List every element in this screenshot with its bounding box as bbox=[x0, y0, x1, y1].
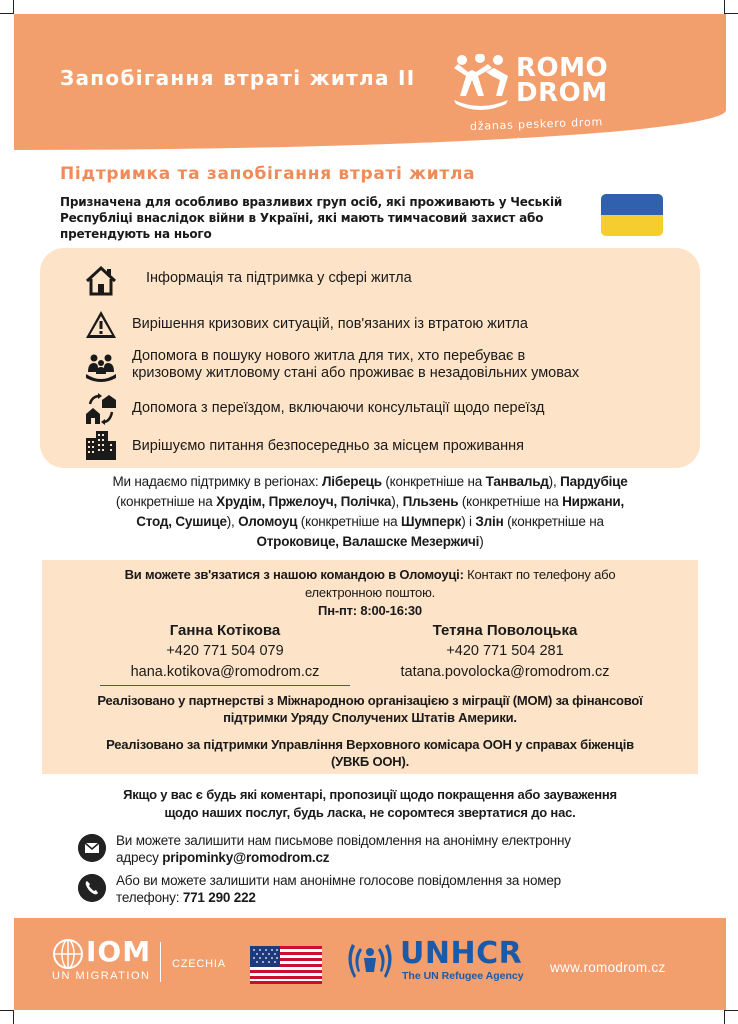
romodrom-logo-text bbox=[516, 53, 609, 108]
office-hours: Пн-пт: 8:00-16:30 bbox=[318, 603, 422, 618]
feedback-email[interactable]: pripominky@romodrom.cz bbox=[162, 850, 330, 865]
contact-person bbox=[380, 620, 630, 683]
feedback-mail-line bbox=[116, 849, 676, 866]
town-name: Хрудім, Пржелоуч, Полічка bbox=[216, 494, 392, 509]
contact-email[interactable]: tatana.povolocka@romodrom.cz bbox=[400, 664, 610, 680]
partner-note-line: підтримки Уряду Сполучених Штатів Америки. bbox=[223, 710, 517, 725]
service-line: Вирішення кризових ситуацій, пов'язаних із втратою житла bbox=[132, 316, 528, 332]
feedback-phone-text bbox=[116, 872, 676, 906]
contact-name: Ганна Котікова bbox=[169, 622, 281, 639]
crop-mark bbox=[0, 13, 14, 14]
service-text bbox=[132, 316, 528, 333]
feedback-phone-line: Або ви можете залишити нам анонімне голосове повідомлення за номер bbox=[116, 873, 561, 888]
tagline-czech: známe naši cestu bbox=[499, 133, 610, 150]
feedback-mail-text bbox=[116, 832, 676, 866]
text-span: ), bbox=[391, 494, 403, 509]
relocation-icon bbox=[84, 392, 118, 426]
town-name: Танвальд bbox=[485, 474, 549, 489]
intro-text: Призначена для особливо вразливих груп осіб, які проживають у Чеській Республіці внаслідок війни в Україні, які мають тимчасовий захист або претендують на нього bbox=[60, 195, 563, 241]
feedback-phone-line bbox=[116, 889, 676, 906]
region-name: Злін bbox=[475, 514, 504, 529]
services-box bbox=[40, 248, 700, 468]
service-text bbox=[146, 270, 412, 287]
usa-flag-icon bbox=[250, 946, 322, 984]
feedback-lead bbox=[44, 786, 696, 822]
iom-logo-text: IOM bbox=[86, 935, 152, 968]
feedback-phone-number[interactable]: 771 290 222 bbox=[182, 890, 256, 905]
region-name: Пардубіце bbox=[560, 474, 628, 489]
contact-lead bbox=[42, 566, 698, 583]
feedback-line: щодо наших послуг, будь ласка, не соромтеся звертатися до нас. bbox=[164, 805, 576, 820]
service-line: Допомога з переїздом, включаючи консультації щодо переїзд bbox=[132, 400, 545, 416]
service-line: Вирішуємо питання безпосередньо за місцем проживання bbox=[132, 438, 524, 454]
partner-note-2 bbox=[42, 736, 698, 770]
mail-icon bbox=[78, 834, 106, 862]
town-name: Шумперк bbox=[401, 514, 462, 529]
service-text bbox=[132, 400, 544, 417]
leaflet-page bbox=[14, 14, 726, 1010]
page-title: Запобігання втраті житла II bbox=[60, 66, 416, 90]
service-text bbox=[132, 438, 524, 455]
text-span: телефону: bbox=[116, 890, 183, 905]
unhcr-emblem-icon bbox=[346, 938, 394, 984]
text-span: адресу bbox=[116, 850, 163, 865]
text-span: Ми надаємо підтримку в регіонах: bbox=[112, 474, 322, 489]
unhcr-logo-text: UNHCR bbox=[400, 936, 523, 971]
house-icon bbox=[84, 264, 118, 298]
tagline-romani: džanas peskero drom bbox=[469, 115, 604, 133]
text-span: (конкретніше на bbox=[503, 514, 604, 529]
contact-lead-line2: електронною поштою. bbox=[304, 585, 436, 600]
feedback-mail-line: Ви можете залишити нам письмове повідомлення на анонімну електронну bbox=[116, 833, 571, 848]
contact-lead-rest: Контакт по телефону або bbox=[463, 567, 616, 582]
crop-mark bbox=[0, 1010, 14, 1011]
partner-note-1 bbox=[42, 692, 698, 726]
service-text bbox=[132, 348, 579, 382]
crop-mark bbox=[13, 0, 14, 14]
regions-line bbox=[44, 532, 696, 552]
text-span: ) bbox=[479, 534, 484, 549]
section-subtitle: Підтримка та запобігання втраті житла bbox=[60, 164, 476, 184]
partner-note-line: Реалізовано за підтримки Управління Верховного комісара ООН у справах біженців bbox=[106, 737, 634, 752]
crop-mark bbox=[724, 1010, 738, 1011]
crop-mark bbox=[724, 1010, 725, 1024]
crop-mark bbox=[724, 0, 725, 14]
header-banner bbox=[14, 14, 726, 150]
warning-icon bbox=[84, 308, 118, 342]
regions-line bbox=[44, 472, 696, 492]
partner-note-line: (УВКБ ООН). bbox=[330, 754, 410, 769]
people-care-icon bbox=[84, 350, 118, 384]
text-span: (конкретніше на bbox=[458, 494, 563, 509]
email-underline bbox=[100, 685, 350, 686]
iom-country: CZECHIA bbox=[172, 958, 226, 970]
footer-banner bbox=[14, 918, 726, 1010]
footer-divider bbox=[160, 942, 161, 982]
contact-box bbox=[42, 560, 698, 774]
town-name: Стод, Сушице bbox=[136, 514, 227, 529]
partner-note-line: Реалізовано у партнерстві з Міжнародною організацією з міграції (МОМ) за фінансової bbox=[97, 693, 643, 708]
region-name: Оломоуц bbox=[238, 514, 298, 529]
regions-line bbox=[44, 492, 696, 512]
contact-person bbox=[100, 620, 350, 683]
contact-name: Тетяна Поволоцька bbox=[432, 622, 578, 639]
crop-mark bbox=[724, 13, 738, 14]
text-span: (конкретніше на bbox=[297, 514, 402, 529]
feedback-line: Якщо у вас є будь які коментарі, пропозиції щодо покращення або зауваження bbox=[123, 787, 617, 802]
region-name: Пльзень bbox=[402, 494, 459, 509]
text-span: (конкретніше на bbox=[381, 474, 486, 489]
service-line: Допомога в пошуку нового житла для тих, хто перебуває в bbox=[132, 348, 526, 364]
regions-text bbox=[44, 472, 696, 552]
iom-subtitle: UN MIGRATION bbox=[52, 970, 151, 982]
contact-lead-bold: Ви можете зв'язатися з нашою командою в Оломоуці: bbox=[124, 567, 464, 582]
text-span: (конкретніше на bbox=[115, 494, 217, 509]
regions-line bbox=[44, 512, 696, 532]
town-name: Отроковице, Валашске Мезержичі bbox=[256, 534, 480, 549]
buildings-icon bbox=[84, 428, 118, 462]
contact-phone[interactable]: +420 771 504 079 bbox=[166, 643, 284, 659]
contact-email[interactable]: hana.kotikova@romodrom.cz bbox=[130, 664, 320, 680]
text-span: ), bbox=[226, 514, 239, 529]
ukraine-flag-icon bbox=[601, 194, 663, 236]
phone-icon bbox=[78, 874, 106, 902]
iom-globe-icon bbox=[52, 938, 84, 970]
text-span: ), bbox=[548, 474, 561, 489]
logo-line-1: ROMO bbox=[516, 53, 609, 83]
service-line: кризовому житловому стані або проживає в незадовільних умовах bbox=[132, 365, 580, 381]
crop-mark bbox=[13, 1010, 14, 1024]
service-line: Інформація та підтримка у сфері житла bbox=[146, 270, 412, 286]
logo-line-2: DROM bbox=[516, 78, 608, 108]
region-name: Ліберець bbox=[322, 474, 382, 489]
unhcr-subtitle: The UN Refugee Agency bbox=[402, 970, 524, 982]
text-span: ) і bbox=[461, 514, 476, 529]
contact-phone[interactable]: +420 771 504 281 bbox=[446, 643, 564, 659]
website-link[interactable]: www.romodrom.cz bbox=[550, 960, 666, 975]
town-name: Ниржани, bbox=[562, 494, 625, 509]
